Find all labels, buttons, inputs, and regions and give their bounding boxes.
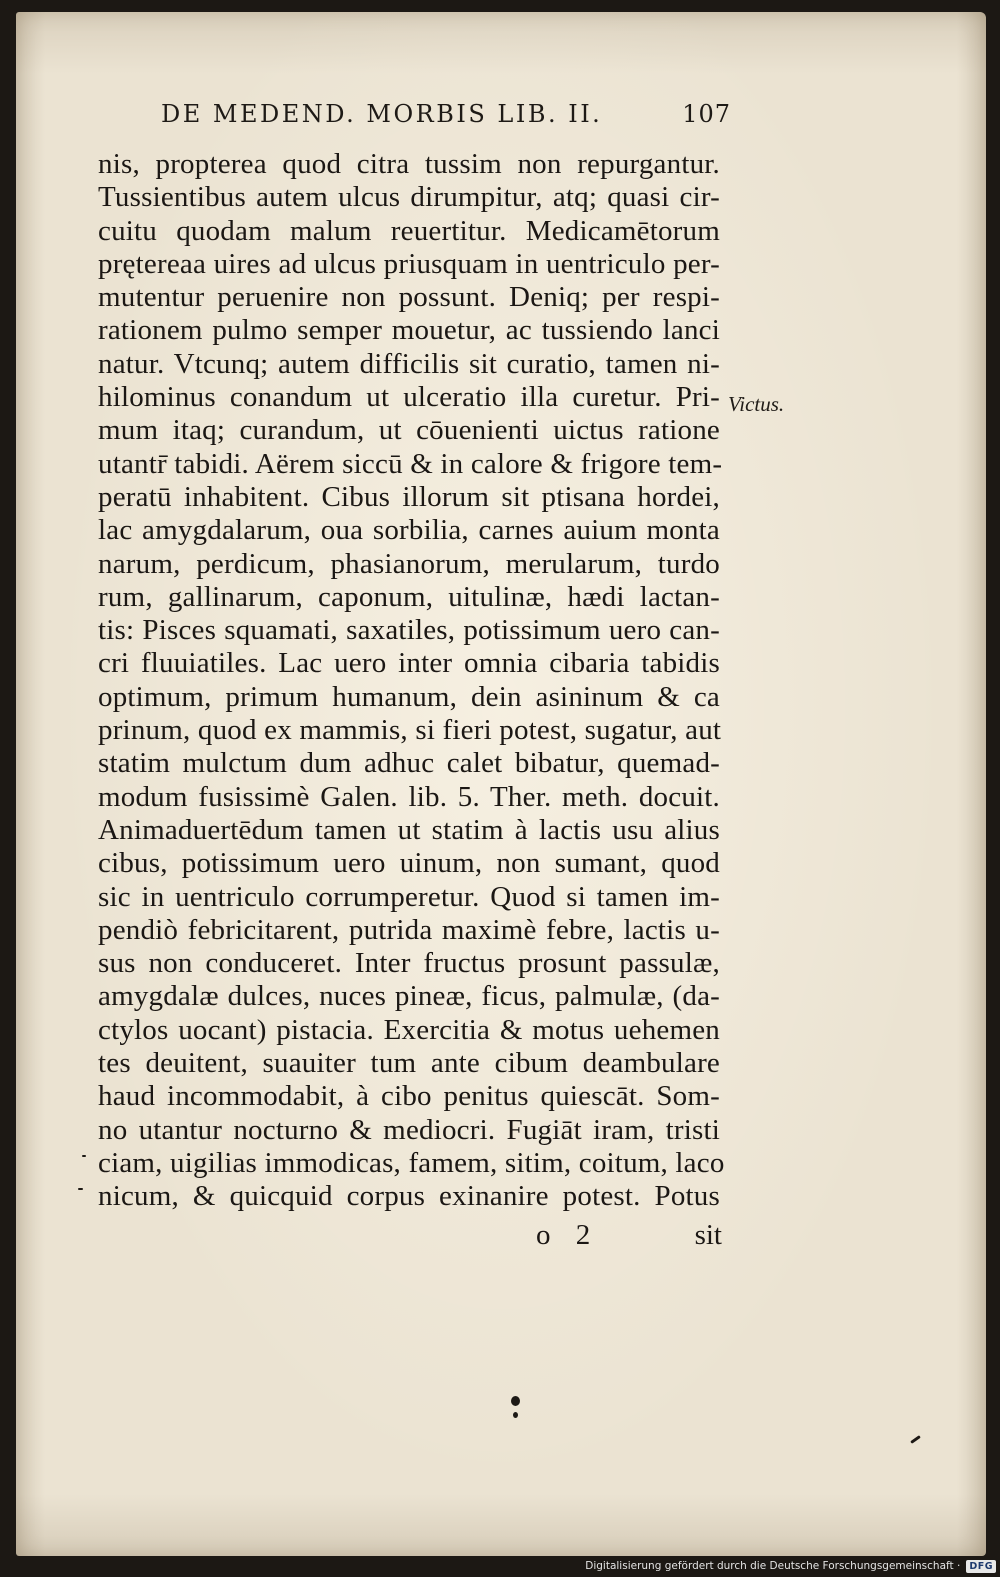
text-line: cibus, potissimum uero uinum, non sumant, quod [98, 847, 720, 880]
ink-dot [513, 1412, 518, 1418]
text-line: Animaduertēdum tamen ut statim à lactis usu alius [98, 813, 720, 846]
text-line: sus non conduceret. Inter fructus prosunt passulæ, [98, 947, 720, 980]
book-page [16, 12, 986, 1556]
ink-stroke [82, 1155, 86, 1157]
text-line: prinum, quod ex mammis, si fieri potest, sugatur, aut [98, 714, 722, 747]
text-line: cri fluuiatiles. Lac uero inter omnia cibaria tabidis [98, 647, 720, 680]
text-line: nicum, & quicquid corpus exinanire potest. Potus [98, 1180, 720, 1213]
text-line: ciam, uigilias immodicas, famem, sitim, coitum, laco [98, 1146, 725, 1179]
text-line: utantr̄ tabidi. Aërem siccū & in calore & frigore tem- [98, 447, 723, 480]
text-line: pendiò febricitarent, putrida maximè febre, lactis u- [98, 913, 720, 946]
catchword: sit [694, 1219, 722, 1251]
page-number: 107 [682, 100, 731, 128]
signature-mark: o 2 [536, 1219, 591, 1251]
text-line: prętereaa uires ad ulcus priusquam in uentriculo per- [98, 247, 720, 280]
text-line: narum, perdicum, phasianorum, merularum, turdo [98, 547, 720, 580]
text-line: statim mulctum dum adhuc calet bibatur, quemad- [98, 747, 720, 780]
dfg-logo: DFG [966, 1560, 996, 1573]
text-line: modum fusissimè Galen. lib. 5. Ther. meth. docuit. [98, 780, 720, 813]
text-line: optimum, primum humanum, dein asininum & ca [98, 680, 720, 713]
text-line: rationem pulmo semper mouetur, ac tussiendo lanci [98, 314, 720, 347]
text-line: nis, propterea quod citra tussim non repurgantur. [98, 148, 720, 180]
text-line: Tussientibus autem ulcus dirumpitur, atq; quasi cir- [98, 181, 720, 214]
text-line: peratū inhabitent. Cibus illorum sit ptisana hordei, [98, 480, 720, 513]
text-line: haud incommodabit, à cibo penitus quiescāt. Som- [98, 1080, 720, 1113]
text-line: natur. Vtcunq; autem difficilis sit curatio, tamen ni- [98, 347, 720, 380]
running-head: DE MEDEND. MORBIS LIB. II. [161, 100, 603, 128]
text-line: rum, gallinarum, caponum, uitulinæ, hædi lactan- [98, 580, 720, 613]
text-line: tis: Pisces squamati, saxatiles, potissimum uero can- [98, 614, 720, 647]
text-line: no utantur nocturno & mediocri. Fugiāt iram, tristi [98, 1113, 720, 1146]
ink-stroke [78, 1188, 83, 1190]
page-header [161, 100, 731, 136]
body-text [98, 148, 725, 1214]
marginal-note: Victus. [728, 392, 785, 416]
text-line: lac amygdalarum, oua sorbilia, carnes auium monta [98, 514, 720, 547]
text-line: mutentur peruenire non possunt. Deniq; per respi- [98, 281, 720, 314]
text-line: tes deuitent, suauiter tum ante cibum deambulare [98, 1047, 720, 1080]
text-line: sic in uentriculo corrumperetur. Quod si tamen im- [98, 880, 720, 913]
text-line: hilominus conandum ut ulceratio illa curetur. Pri- [98, 381, 720, 414]
text-line: ctylos uocant) pistacia. Exercitia & motus uehemen [98, 1013, 720, 1046]
ink-stroke [910, 1435, 921, 1444]
text-line: amygdalæ dulces, nuces pineæ, ficus, palmulæ, (da- [98, 980, 720, 1013]
ink-dot [511, 1396, 520, 1406]
text-line: mum itaq; curandum, ut cōuenienti uictus ratione [98, 414, 720, 447]
attribution-bar [585, 1557, 996, 1575]
text-line: cuitu quodam malum reuertitur. Medicamētorum [98, 214, 720, 247]
attribution-text: Digitalisierung gefördert durch die Deutsche Forschungsgemeinschaft · [585, 1560, 961, 1572]
